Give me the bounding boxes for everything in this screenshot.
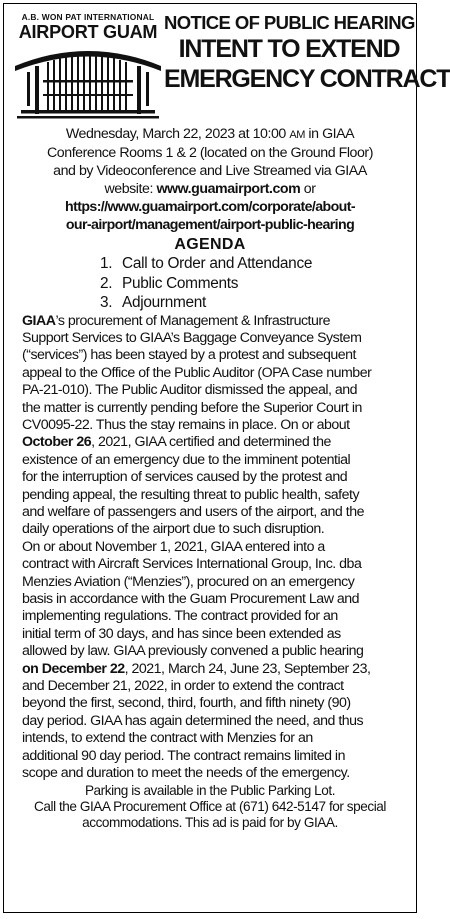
hearing-stream-line: and by Videoconference and Live Streamed via GIAA: [53, 163, 367, 179]
public-notice-ad: [3, 3, 450, 913]
header: [4, 4, 450, 128]
body-line: the matter is currently pending before the Superior Court in: [22, 399, 362, 416]
hearing-datetime: Wednesday, March 22, 2023 at 10:00: [65, 126, 286, 142]
agenda-heading: AGENDA: [174, 236, 246, 253]
title-line-2: INTENT TO EXTEND: [178, 35, 400, 63]
logo-main-text: AIRPORT GUAM: [18, 21, 158, 42]
agenda-item: [100, 293, 416, 313]
body-line: (“services”) has been stayed by a protest and subsequent: [22, 347, 356, 364]
body-line: [22, 434, 410, 451]
body-line: appeal to the Office of the Public Auditor (OPA Case number: [22, 364, 372, 381]
parking-note: Parking is available in the Public Parking Lot.: [84, 783, 336, 799]
body-line: intends, to extend the contract with Menzies for an: [22, 730, 313, 747]
title-line-1: NOTICE OF PUBLIC HEARING: [164, 12, 415, 33]
body-line: day period. GIAA has again determined the need, and thus: [22, 712, 364, 729]
body-line: basis in accordance with the Guam Procurement Law and: [22, 591, 360, 607]
body-line: and welfare of passengers and users of the airport, and the: [22, 503, 364, 520]
hearing-location-prefix: in GIAA: [304, 126, 355, 142]
body-line: [22, 313, 410, 330]
body-line: pending appeal, the resulting threat to public health, safety: [22, 486, 360, 503]
body-line: PA-21-010). The Public Auditor dismissed the appeal, and: [22, 382, 358, 399]
body-line: existence of an emergency due to the imminent potential: [22, 451, 351, 468]
agenda-item-text: Public Comments: [122, 274, 239, 292]
body-line: additional 90 day period. The contract remains limited in: [22, 747, 345, 764]
agenda-item: [100, 274, 416, 294]
website-prefix: website:: [104, 181, 157, 197]
body-line: implementing regulations. The contract provided for an: [22, 608, 338, 625]
website-link[interactable]: www.guamairport.com: [156, 181, 301, 197]
body-bold-date: on December 22: [22, 660, 125, 677]
agenda-item-number: 2.: [100, 274, 113, 292]
agenda-item-number: 3.: [100, 294, 113, 311]
body-text: , 2021, GIAA certified and determined the: [91, 434, 331, 451]
body-line: allowed by law. GIAA previously convened a public hearing: [22, 643, 364, 660]
body-line: initial term of 30 days, and has since been extended as: [22, 625, 341, 642]
body-line: scope and duration to meet the needs of the emergency.: [22, 765, 350, 782]
agenda-item-text: Call to Order and Attendance: [122, 255, 313, 272]
hearing-am: AM: [289, 129, 305, 141]
body-text: ’s procurement of Management & Infrastructure: [55, 312, 330, 329]
agenda-list: [4, 254, 416, 313]
paid-by-note: accommodations. This ad is paid for by GIAA.: [82, 815, 338, 831]
body-line: Support Services to GIAA’s Baggage Conveyance System: [22, 329, 362, 346]
body-bold-giaa: GIAA: [22, 312, 56, 329]
notice-footer: [4, 783, 416, 831]
body-line: daily operations of the airport due to such disruption.: [22, 521, 325, 538]
body-text: , 2021, March 24, June 23, September 23,: [124, 660, 371, 677]
contact-note: Call the GIAA Procurement Office at (671) 642-5147 for special: [34, 799, 386, 815]
body-line: contract with Aircraft Services International Group, Inc. dba: [22, 556, 362, 573]
agenda-item-text: Adjournment: [122, 294, 206, 311]
hearing-location-line: Conference Rooms 1 & 2 (located on the Ground Floor): [47, 145, 373, 161]
body-line: and December 21, 2022, in order to extend the contract: [22, 678, 344, 695]
body-bold-date: October 26: [22, 434, 92, 451]
body-line: Menzies Aviation (“Menzies”), procured on an emergency: [22, 573, 355, 590]
title-line-3: EMERGENCY CONTRACT: [164, 65, 450, 93]
body-line: CV0095-22. Thus the stay remains in place. On or about: [22, 416, 350, 433]
body-line: [22, 661, 410, 678]
body-line: beyond the first, second, third, fourth, and fifth ninety (90): [22, 695, 351, 712]
website-or: or: [300, 181, 316, 197]
hearing-url-line-1[interactable]: https://www.guamairport.com/corporate/about-: [65, 199, 355, 215]
terminal-building-icon: [13, 44, 163, 124]
body-line: On or about November 1, 2021, GIAA entered into a: [22, 538, 325, 555]
hearing-url-line-2[interactable]: our-airport/management/airport-public-hearing: [65, 217, 355, 233]
hearing-details: [4, 125, 416, 234]
website-line: [8, 180, 412, 198]
body-line: for the interruption of services caused by the protest and: [22, 469, 348, 486]
agenda-item: [100, 254, 416, 274]
agenda-item-number: 1.: [100, 255, 113, 272]
logo-small-text: A.B. WON PAT INTERNATIONAL: [21, 12, 155, 22]
notice-body: [4, 313, 416, 783]
airport-guam-logo: [10, 12, 166, 124]
notice-title: [164, 12, 450, 94]
